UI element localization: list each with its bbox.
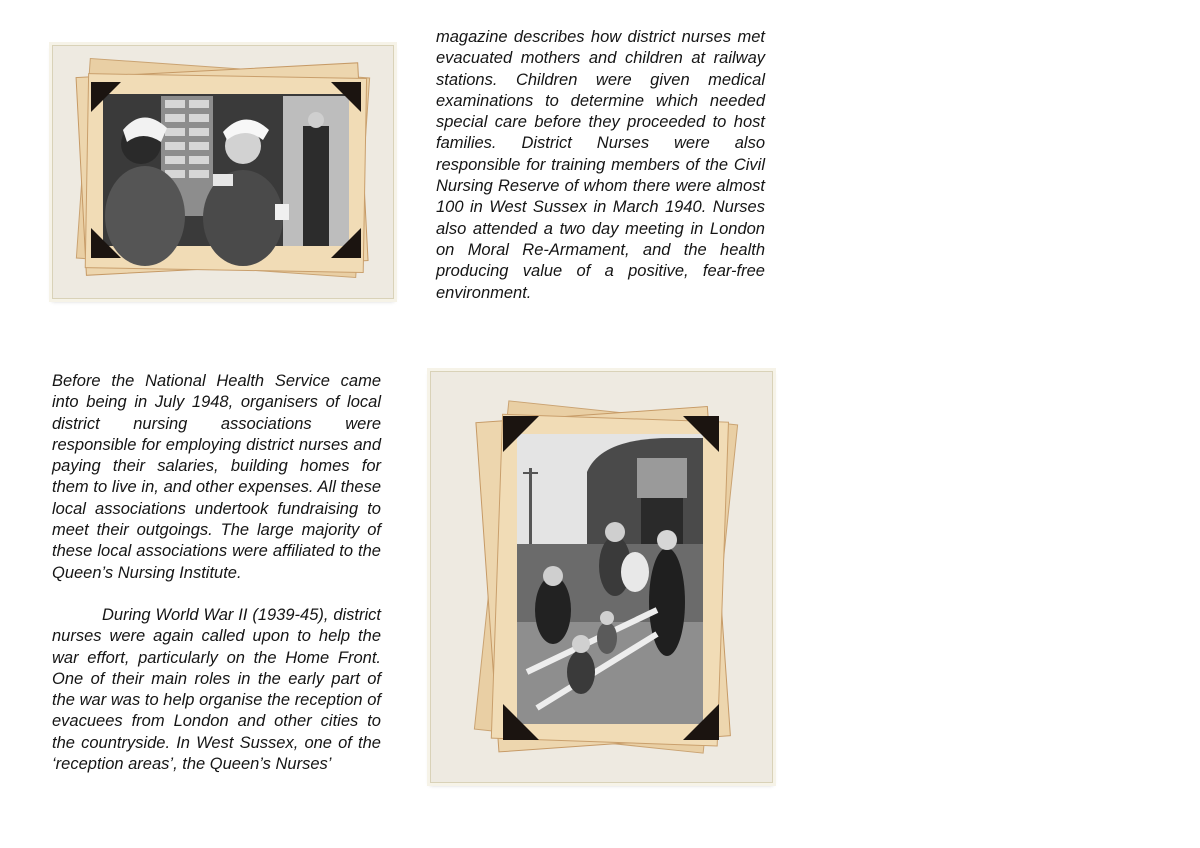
paragraph-spacer [52, 584, 381, 605]
paragraph-nhs-history: Before the National Health Service came into being in July 1948, organisers of local district nursing associations were responsible for employing district nurses and paying their salaries, building homes for them to live in, and other expenses. All these local associations undertook fundraising to meet their outgoings. The large majority of these local associations were affiliated to the Queen’s Nursing Institute. [52, 372, 381, 582]
photo-image [517, 434, 703, 724]
paragraph-world-war-ii: During World War II (1939-45), district nurses were again called upon to help the war effort, particularly on the Home Front. One of their main roles in the early part of the war was to help organise the reception of evacuees from London and other cities to the countryside. In West Sussex, one of the ‘reception areas’, the Queen’s Nurses’ [52, 605, 381, 774]
photo-frame-evacuees-caravan [430, 371, 773, 783]
photo-image [103, 94, 349, 266]
photo-frame-nurses-filing [52, 45, 394, 299]
text-block-bottom-left [52, 371, 381, 775]
photo-evacuees-caravan [431, 372, 772, 782]
text-block-top-right [436, 27, 765, 304]
paragraph-evacuation-magazine: magazine describes how district nurses met evacuated mothers and children at railway stations. Children were given medical examinations to determine which needed special care before they proceeded to host families. District Nurses were also responsible for training members of the Civil Nursing Reserve of whom there were almost 100 in West Sussex in March 1940. Nurses also attended a two day meeting in London on Moral Re-Armament, and the health producing value of a positive, fear-free environment. [436, 28, 765, 302]
photo-nurses-filing [53, 46, 393, 298]
